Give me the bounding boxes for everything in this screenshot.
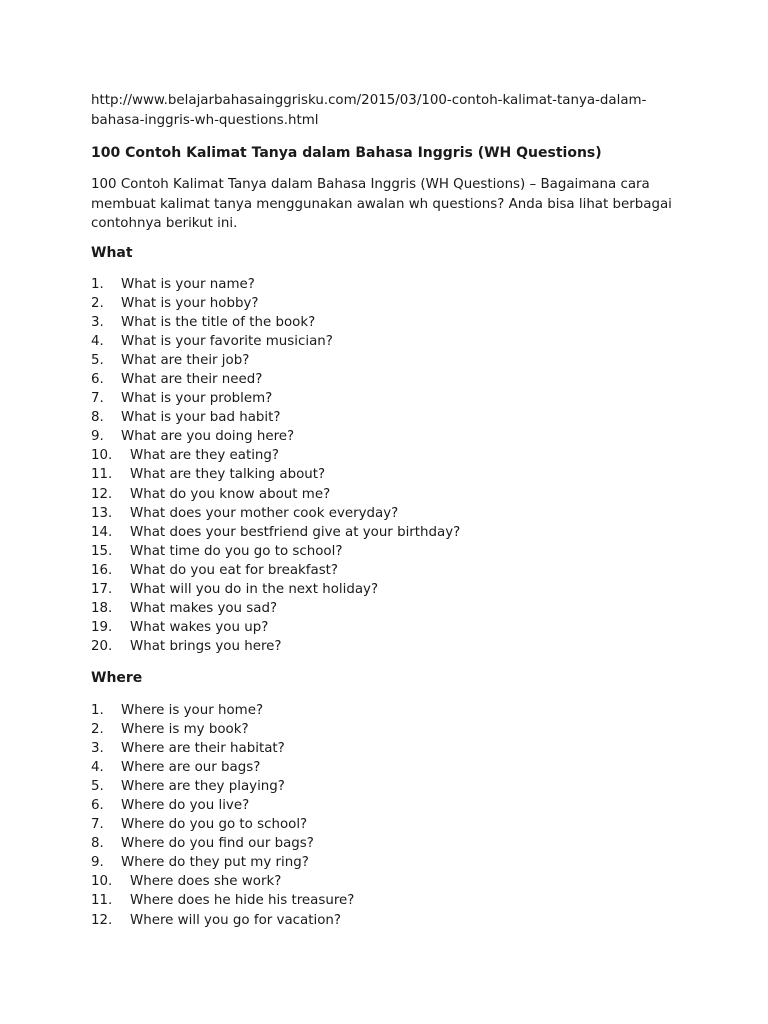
- list-item-text: What are their job?: [121, 353, 250, 369]
- list-item-text: Where is your home?: [121, 703, 264, 718]
- list-item-number: 10.: [91, 874, 113, 890]
- page-title: 100 Contoh Kalimat Tanya dalam Bahasa Inggris (WH Questions): [91, 145, 602, 161]
- list-item-number: 2.: [91, 296, 104, 312]
- list-item-number: 8.: [91, 836, 104, 852]
- list-item-text: What is your name?: [121, 277, 255, 292]
- list-item-number: 5.: [91, 779, 104, 795]
- list-item-text: Where do you find our bags?: [121, 836, 314, 852]
- list-item-text: What are they talking about?: [130, 467, 326, 483]
- list-item-text: What is your hobby?: [121, 296, 259, 312]
- intro-paragraph: 100 Contoh Kalimat Tanya dalam Bahasa Inggris (WH Questions) – Bagaimana cara membuat kalimat tanya menggunakan awalan wh questions? Anda bisa lihat berbagai contohnya berikut ini.: [91, 177, 672, 231]
- list-item-text: What does your bestfriend give at your birthday?: [130, 524, 461, 540]
- list-item-number: 16.: [91, 562, 113, 578]
- list-item-text: What is your favorite musician?: [121, 334, 333, 350]
- list-item-number: 4.: [91, 760, 104, 776]
- list-item-number: 18.: [91, 600, 113, 616]
- list-item-text: Where is my book?: [121, 722, 249, 738]
- list-item-number: 19.: [91, 619, 113, 635]
- list-item-number: 12.: [91, 912, 113, 928]
- list-item-number: 9.: [91, 855, 104, 871]
- list-item-number: 3.: [91, 741, 104, 757]
- source-link[interactable]: http://www.belajarbahasainggrisku.com/2015/03/100-contoh-kalimat-tanya-dalam-bahasa-inggris-wh-questions.html: [91, 93, 647, 128]
- list-item-text: Where are their habitat?: [121, 741, 285, 757]
- list-item-text: What are they eating?: [130, 448, 280, 464]
- list-item-number: 9.: [91, 429, 104, 445]
- section-heading-what: What: [91, 245, 133, 261]
- list-item-text: Where are our bags?: [121, 760, 261, 776]
- list-item-number: 1.: [91, 277, 104, 292]
- list-item-text: Where do you live?: [121, 798, 250, 814]
- list-item-text: Where are they playing?: [121, 779, 285, 795]
- list-item-number: 14.: [91, 524, 113, 540]
- list-item-text: What time do you go to school?: [130, 543, 343, 559]
- list-item-text: Where does he hide his treasure?: [130, 893, 355, 909]
- list-item-text: What brings you here?: [130, 638, 282, 654]
- list-item-text: Where do they put my ring?: [121, 855, 309, 871]
- list-item-text: Where do you go to school?: [121, 817, 308, 833]
- section-heading-where: Where: [91, 670, 143, 686]
- list-item-text: What will you do in the next holiday?: [130, 581, 379, 597]
- list-item-text: What are you doing here?: [121, 429, 295, 445]
- list-item-text: What wakes you up?: [130, 619, 269, 635]
- list-item-number: 5.: [91, 353, 104, 369]
- list-item-text: Where will you go for vacation?: [130, 912, 341, 928]
- list-item-number: 11.: [91, 893, 113, 909]
- list-item-text: What do you eat for breakfast?: [130, 562, 339, 578]
- list-item-text: Where does she work?: [130, 874, 282, 890]
- list-item-number: 6.: [91, 798, 104, 814]
- list-item-number: 13.: [91, 505, 113, 521]
- list-item-number: 20.: [91, 638, 113, 654]
- list-item-number: 4.: [91, 334, 104, 350]
- list-item-number: 15.: [91, 543, 113, 559]
- list-item-number: 3.: [91, 315, 104, 331]
- list-item-number: 12.: [91, 486, 113, 502]
- list-item-number: 11.: [91, 467, 113, 483]
- list-item-text: What does your mother cook everyday?: [130, 505, 399, 521]
- list-item-text: What is the title of the book?: [121, 315, 316, 331]
- source-url: [91, 91, 691, 131]
- list-item-text: What makes you sad?: [130, 600, 278, 616]
- list-item-number: 10.: [91, 448, 113, 464]
- list-item-number: 1.: [91, 703, 104, 718]
- list-item-number: 6.: [91, 372, 104, 388]
- list-item-text: What is your problem?: [121, 391, 273, 407]
- list-item-text: What is your bad habit?: [121, 410, 281, 426]
- list-item-number: 2.: [91, 722, 104, 738]
- list-item-text: What do you know about me?: [130, 486, 331, 502]
- list-item-text: What are their need?: [121, 372, 263, 388]
- list-item-number: 7.: [91, 391, 104, 407]
- list-item-number: 17.: [91, 581, 113, 597]
- list-item-number: 8.: [91, 410, 104, 426]
- list-item-number: 7.: [91, 817, 104, 833]
